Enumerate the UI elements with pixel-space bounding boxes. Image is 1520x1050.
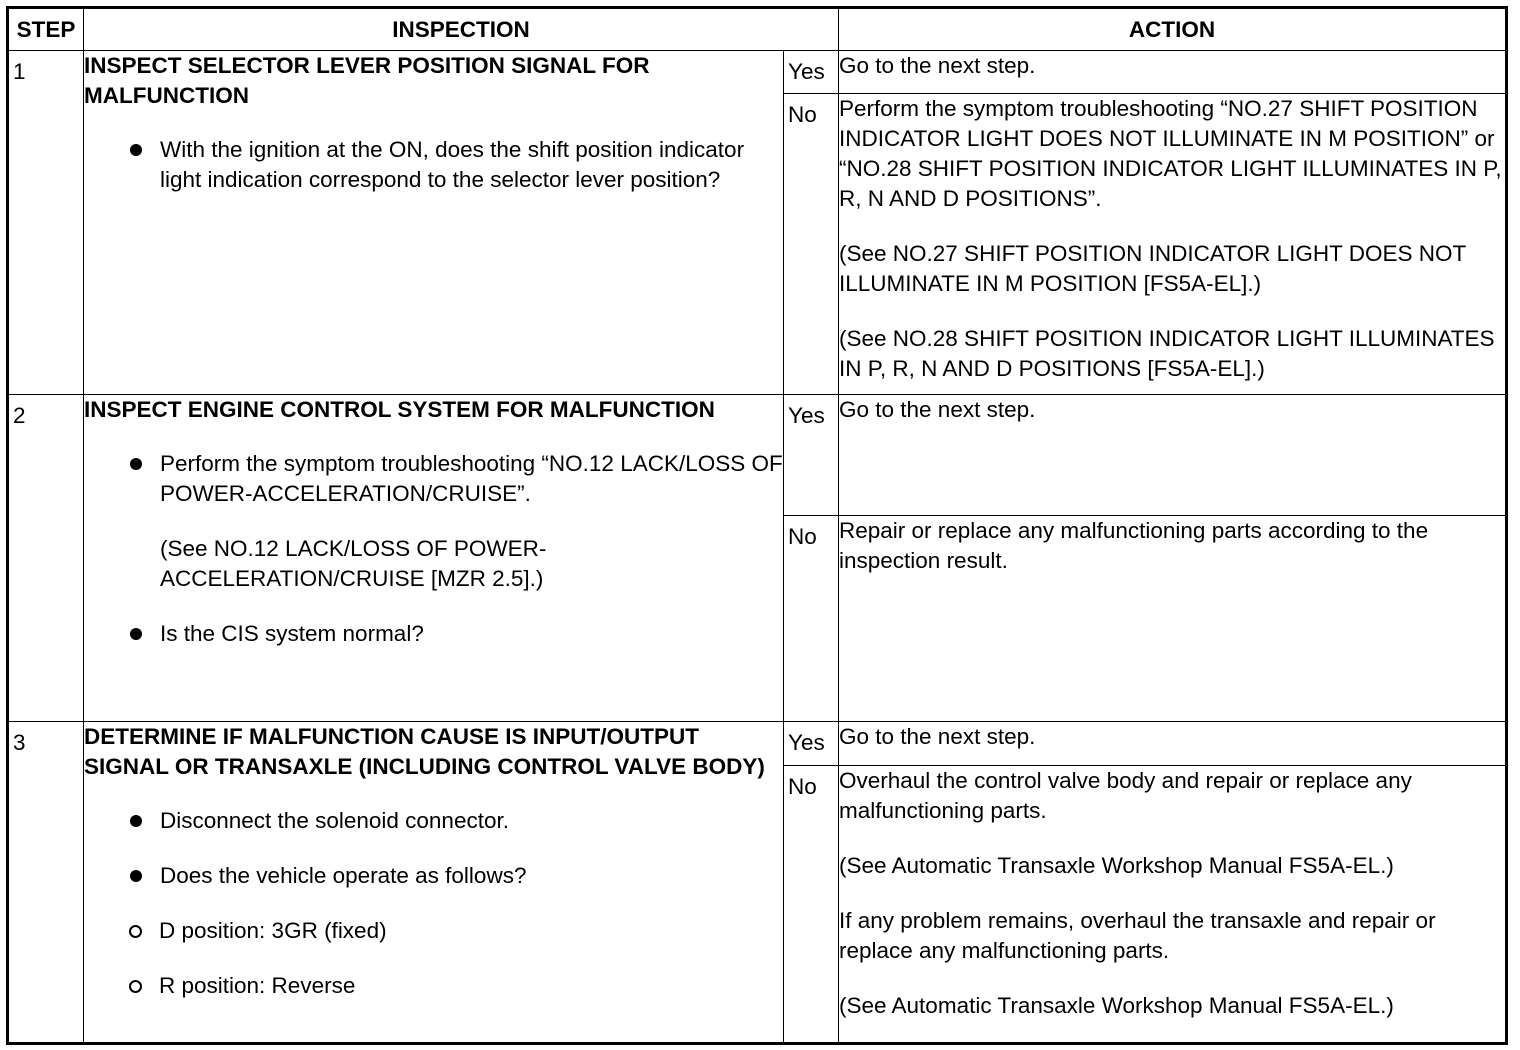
yes-label: Yes [788, 730, 825, 755]
bullet-list [84, 449, 783, 649]
no-label: No [788, 102, 817, 127]
step-1-yes-action [839, 51, 1507, 94]
step-3-yes-action [839, 722, 1507, 766]
action-text: (See NO.28 SHIFT POSITION INDICATOR LIGHT ILLUMINATES IN P, R, N AND D POSITIONS [FS5A-EL].) [839, 326, 1495, 381]
bullet-text: Does the vehicle operate as follows? [160, 863, 527, 888]
action-text: Go to the next step. [839, 397, 1036, 422]
header-step: STEP [8, 8, 84, 51]
bullet-text: Perform the symptom troubleshooting “NO.12 LACK/LOSS OF POWER-ACCELERATION/CRUISE”. [160, 451, 783, 506]
step-3-yes-label-cell [784, 722, 839, 766]
step-3-yes-row [8, 722, 1507, 766]
action-text: Overhaul the control valve body and repair or replace any malfunctioning parts. [839, 768, 1412, 823]
step-1-yes-row [8, 51, 1507, 94]
bullet-list [84, 806, 783, 891]
sub-bullet-list [84, 916, 783, 1001]
yes-label: Yes [788, 403, 825, 428]
action-text: Go to the next step. [839, 53, 1036, 78]
bullet-item [84, 449, 783, 594]
header-action: ACTION [839, 8, 1507, 51]
action-text: Repair or replace any malfunctioning parts according to the inspection result. [839, 518, 1429, 573]
bullet-item [84, 135, 783, 195]
step-1-no-label-cell [784, 94, 839, 395]
step-3-number-cell [8, 722, 84, 1044]
bullet-text: Disconnect the solenoid connector. [160, 808, 509, 833]
step-number: 3 [13, 730, 26, 755]
step-title: INSPECT ENGINE CONTROL SYSTEM FOR MALFUNCTION [84, 397, 715, 422]
action-text: (See Automatic Transaxle Workshop Manual FS5A-EL.) [839, 853, 1394, 878]
no-label: No [788, 524, 817, 549]
action-text: Go to the next step. [839, 724, 1036, 749]
bullet-subtext: (See NO.12 LACK/LOSS OF POWER-ACCELERATION/CRUISE [MZR 2.5].) [160, 536, 547, 591]
action-text: (See Automatic Transaxle Workshop Manual FS5A-EL.) [839, 993, 1394, 1018]
bullet-list [84, 135, 783, 195]
step-number: 1 [13, 59, 26, 84]
sub-bullet-item: R position: Reverse [84, 971, 783, 1001]
step-2-yes-row [8, 395, 1507, 516]
bullet-text: Is the CIS system normal? [160, 621, 424, 646]
step-3-inspection [84, 722, 784, 1044]
step-title: DETERMINE IF MALFUNCTION CAUSE IS INPUT/OUTPUT SIGNAL OR TRANSAXLE (INCLUDING CONTROL VALVE BODY) [84, 724, 765, 779]
troubleshooting-table [6, 6, 1508, 1045]
step-title: INSPECT SELECTOR LEVER POSITION SIGNAL FOR MALFUNCTION [84, 53, 650, 108]
step-2-yes-action [839, 395, 1507, 516]
step-1-inspection [84, 51, 784, 395]
step-2-yes-label-cell [784, 395, 839, 516]
bullet-item [84, 806, 783, 836]
header-inspection: INSPECTION [84, 8, 839, 51]
yes-label: Yes [788, 59, 825, 84]
step-1-yes-label-cell [784, 51, 839, 94]
no-label: No [788, 774, 817, 799]
step-number: 2 [13, 403, 26, 428]
step-2-no-label-cell [784, 516, 839, 722]
bullet-text: With the ignition at the ON, does the shift position indicator light indication correspond to the selector lever position? [160, 137, 745, 192]
step-3-no-label-cell [784, 766, 839, 1044]
action-text: Perform the symptom troubleshooting “NO.27 SHIFT POSITION INDICATOR LIGHT DOES NOT ILLUMINATE IN M POSITION” or “NO.28 SHIFT POSITION INDICATOR LIGHT ILLUMINATES IN P, R, N AND D POSITIONS”. [839, 96, 1502, 211]
bullet-item [84, 619, 783, 649]
step-1-no-action [839, 94, 1507, 395]
action-text: (See NO.27 SHIFT POSITION INDICATOR LIGHT DOES NOT ILLUMINATE IN M POSITION [FS5A-EL].) [839, 241, 1466, 296]
table-header-row [8, 8, 1507, 51]
step-1-number-cell [8, 51, 84, 395]
sub-bullet-item: D position: 3GR (fixed) [84, 916, 783, 946]
step-2-no-action [839, 516, 1507, 722]
action-text: If any problem remains, overhaul the transaxle and repair or replace any malfunctioning parts. [839, 908, 1436, 963]
bullet-item [84, 861, 783, 891]
step-3-no-action [839, 766, 1507, 1044]
step-2-number-cell [8, 395, 84, 722]
step-2-inspection [84, 395, 784, 722]
